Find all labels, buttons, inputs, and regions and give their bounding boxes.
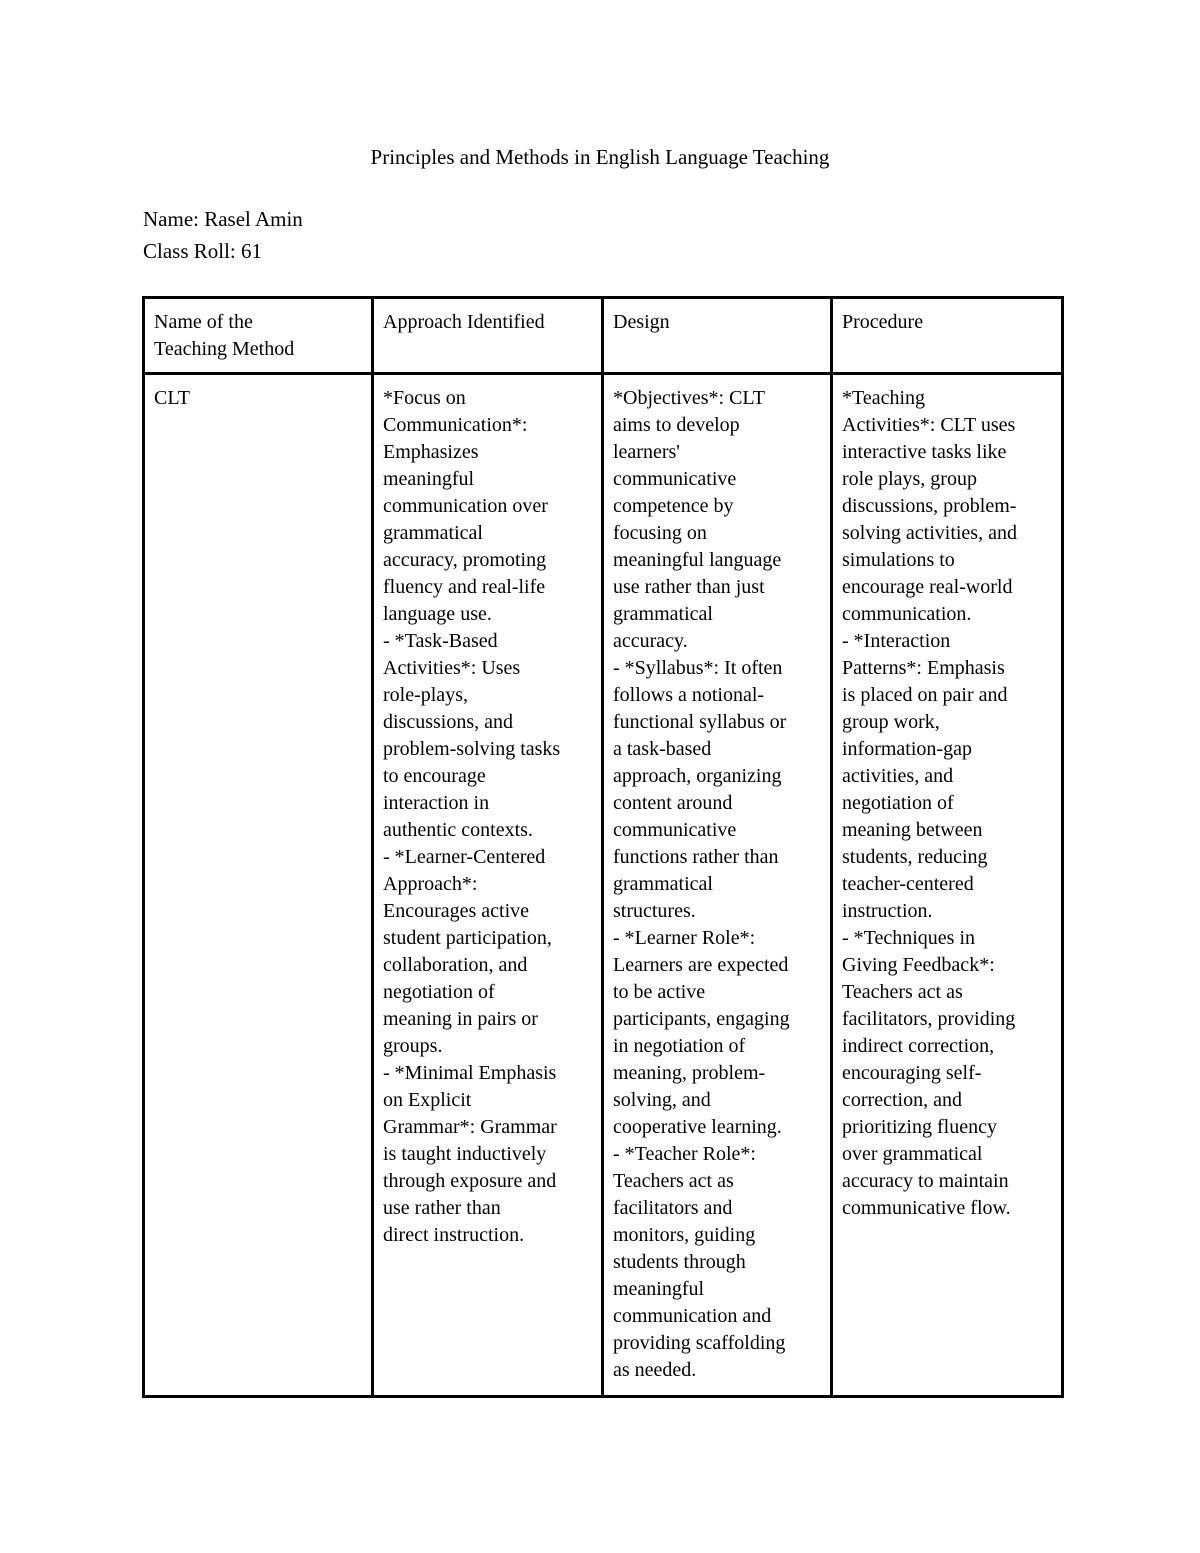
procedure-line: information-gap	[842, 738, 972, 760]
design-line: aims to develop	[613, 414, 740, 436]
design-line: communication and	[613, 1305, 772, 1327]
approach-line: Encourages active	[383, 900, 530, 922]
procedure-line: prioritizing fluency	[842, 1116, 997, 1138]
design-line: meaning, problem-	[613, 1062, 766, 1084]
design-line: Teachers act as	[613, 1170, 734, 1192]
procedure-line: teacher-centered	[842, 873, 974, 895]
header-approach-line: Approach Identified	[383, 311, 545, 333]
design-line: in negotiation of	[613, 1035, 746, 1057]
procedure-line: negotiation of	[842, 792, 954, 814]
document-title: Principles and Methods in English Language Teaching	[370, 145, 830, 169]
header-method-line: Teaching Method	[154, 338, 295, 360]
procedure-line: Patterns*: Emphasis	[842, 657, 1005, 679]
design-line: structures.	[613, 900, 696, 922]
header-design-line: Design	[613, 311, 670, 333]
approach-line: student participation,	[383, 927, 552, 949]
design-line: grammatical	[613, 603, 713, 625]
approach-line: Grammar*: Grammar	[383, 1116, 557, 1138]
procedure-line: interactive tasks like	[842, 441, 1007, 463]
header-method-name	[144, 298, 373, 374]
approach-line: meaning in pairs or	[383, 1008, 538, 1030]
procedure-line: meaning between	[842, 819, 983, 841]
design-line: content around	[613, 792, 733, 814]
design-line: approach, organizing	[613, 765, 782, 787]
approach-line: communication over	[383, 495, 548, 517]
approach-line: role-plays,	[383, 684, 468, 706]
table-row	[144, 374, 1063, 1397]
procedure-line: discussions, problem-	[842, 495, 1017, 517]
procedure-line: students, reducing	[842, 846, 988, 868]
design-line: grammatical	[613, 873, 713, 895]
procedure-line: Giving Feedback*:	[842, 954, 995, 976]
approach-line: discussions, and	[383, 711, 513, 733]
procedure-line: indirect correction,	[842, 1035, 995, 1057]
design-line: Learners are expected	[613, 954, 789, 976]
approach-line: negotiation of	[383, 981, 495, 1003]
header-procedure	[832, 298, 1063, 374]
approach-line: grammatical	[383, 522, 483, 544]
design-line: participants, engaging	[613, 1008, 790, 1030]
design-line: focusing on	[613, 522, 707, 544]
design-line: accuracy.	[613, 630, 688, 652]
procedure-line: accuracy to maintain	[842, 1170, 1009, 1192]
design-line: functional syllabus or	[613, 711, 787, 733]
design-line: *Objectives*: CLT	[613, 387, 766, 409]
approach-line: Communication*:	[383, 414, 528, 436]
approach-line: problem-solving tasks	[383, 738, 561, 760]
procedure-cell	[832, 374, 1063, 1397]
procedure-line: is placed on pair and	[842, 684, 1008, 706]
design-line: use rather than just	[613, 576, 765, 598]
procedure-line: *Teaching	[842, 387, 926, 409]
design-line: providing scaffolding	[613, 1332, 786, 1354]
design-line: communicative	[613, 468, 737, 490]
design-line: cooperative learning.	[613, 1116, 782, 1138]
design-line: students through	[613, 1251, 746, 1273]
procedure-line: activities, and	[842, 765, 954, 787]
approach-line: use rather than	[383, 1197, 501, 1219]
design-line: functions rather than	[613, 846, 779, 868]
procedure-line: communicative flow.	[842, 1197, 1011, 1219]
approach-line: - *Learner-Centered	[383, 846, 546, 868]
approach-line: through exposure and	[383, 1170, 557, 1192]
approach-cell	[373, 374, 603, 1397]
procedure-line: group work,	[842, 711, 940, 733]
design-line: solving, and	[613, 1089, 711, 1111]
approach-line: *Focus on	[383, 387, 466, 409]
approach-line: language use.	[383, 603, 492, 625]
header-design	[603, 298, 832, 374]
approach-line: authentic contexts.	[383, 819, 533, 841]
design-line: - *Teacher Role*:	[613, 1143, 756, 1165]
procedure-line: role plays, group	[842, 468, 977, 490]
approach-line: - *Task-Based	[383, 630, 498, 652]
design-line: as needed.	[613, 1359, 697, 1381]
approach-line: fluency and real-life	[383, 576, 546, 598]
approach-line: Activities*: Uses	[383, 657, 521, 679]
procedure-line: facilitators, providing	[842, 1008, 1016, 1030]
approach-line: interaction in	[383, 792, 490, 814]
design-line: - *Learner Role*:	[613, 927, 756, 949]
design-line: meaningful language	[613, 549, 782, 571]
method-cell	[144, 374, 373, 1397]
procedure-line: over grammatical	[842, 1143, 983, 1165]
header-approach	[373, 298, 603, 374]
design-line: meaningful	[613, 1278, 705, 1300]
procedure-line: Activities*: CLT uses	[842, 414, 1016, 436]
procedure-line: encourage real-world	[842, 576, 1013, 598]
design-cell	[603, 374, 832, 1397]
design-line: to be active	[613, 981, 706, 1003]
design-line: facilitators and	[613, 1197, 733, 1219]
method-name: CLT	[154, 387, 190, 409]
design-line: - *Syllabus*: It often	[613, 657, 783, 679]
header-method-line: Name of the	[154, 311, 253, 333]
procedure-line: Teachers act as	[842, 981, 963, 1003]
approach-line: accuracy, promoting	[383, 549, 547, 571]
design-line: competence by	[613, 495, 734, 517]
approach-line: meaningful	[383, 468, 475, 490]
approach-line: Emphasizes	[383, 441, 479, 463]
procedure-line: instruction.	[842, 900, 933, 922]
procedure-line: simulations to	[842, 549, 955, 571]
design-line: learners'	[613, 441, 680, 463]
class-roll: Class Roll: 61	[143, 239, 263, 263]
design-line: a task-based	[613, 738, 712, 760]
approach-line: is taught inductively	[383, 1143, 547, 1165]
design-line: communicative	[613, 819, 737, 841]
approach-line: collaboration, and	[383, 954, 528, 976]
procedure-line: - *Interaction	[842, 630, 951, 652]
approach-line: direct instruction.	[383, 1224, 525, 1246]
procedure-line: communication.	[842, 603, 972, 625]
procedure-line: solving activities, and	[842, 522, 1017, 544]
procedure-line: correction, and	[842, 1089, 962, 1111]
approach-line: to encourage	[383, 765, 486, 787]
approach-line: Approach*:	[383, 873, 478, 895]
teaching-methods-table	[142, 296, 1064, 1398]
procedure-line: - *Techniques in	[842, 927, 976, 949]
design-line: monitors, guiding	[613, 1224, 756, 1246]
table-header-row	[144, 298, 1063, 374]
student-name: Name: Rasel Amin	[143, 207, 303, 231]
approach-line: on Explicit	[383, 1089, 472, 1111]
design-line: follows a notional-	[613, 684, 765, 706]
approach-line: groups.	[383, 1035, 443, 1057]
header-procedure-line: Procedure	[842, 311, 924, 333]
procedure-line: encouraging self-	[842, 1062, 982, 1084]
approach-line: - *Minimal Emphasis	[383, 1062, 557, 1084]
